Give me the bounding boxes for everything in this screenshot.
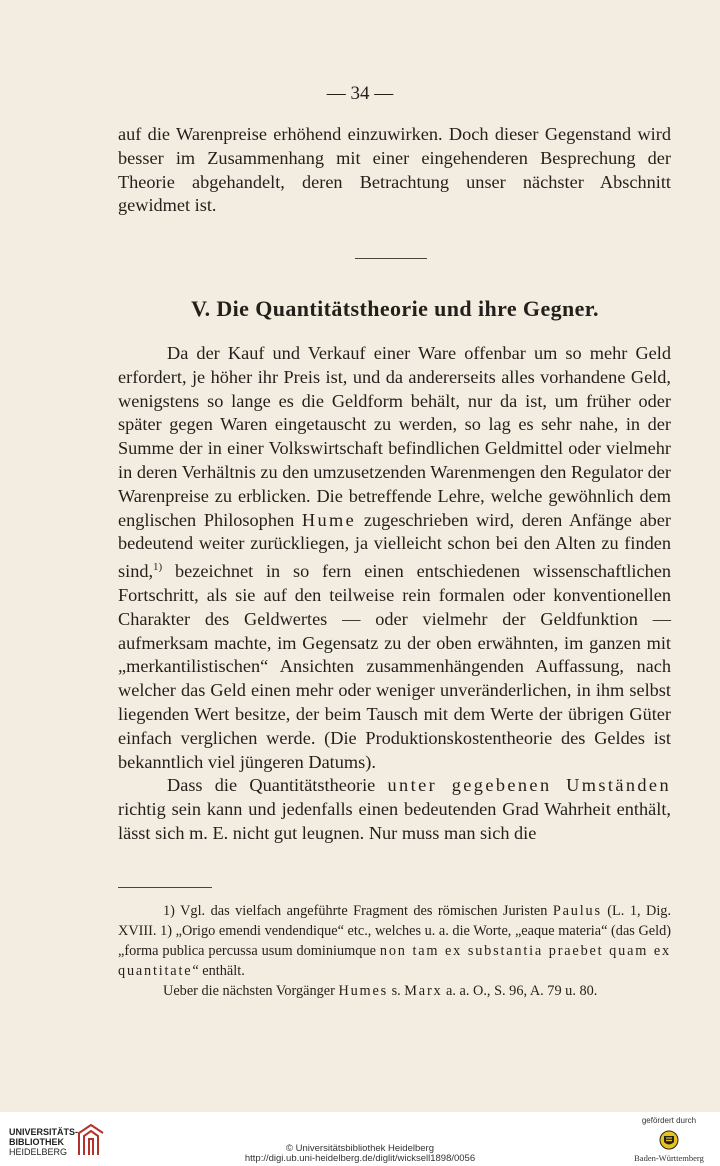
paragraph-1-part-b: zugeschrieben wird, deren Anfänge aber bedeutend weiter zurückliegen, ja vielleicht schon bei den Alten zu finden sind, (118, 509, 671, 582)
spaced-phrase: unter gegebenen Umständen (387, 775, 671, 796)
copyright-text: © Universitätsbibliothek Heidelberg (286, 1143, 434, 1154)
footnote-reference: 1) (153, 561, 163, 574)
library-name-line-2: BIBLIOTHEK (9, 1137, 64, 1147)
paragraph-2-part-b: richtig sein kann und jedenfalls einen bedeutenden Grad Wahrheit enthält, lässt sich m. E. nicht gut leugnen. Nur muss man sich die (118, 799, 671, 844)
sponsor-name: Baden-Württemberg (634, 1153, 704, 1163)
sponsor-label: gefördert durch (641, 1116, 697, 1125)
footnote-divider (118, 887, 212, 888)
footnote-1-part-a: 1) Vgl. das vielfach angeführte Fragment des römischen Juristen (163, 903, 548, 919)
footnote-2-part-c: a. a. O., S. 96, A. 79 u. 80. (446, 983, 598, 999)
spaced-name-humes: Humes (338, 983, 388, 999)
footnote-1 (118, 901, 671, 981)
footnote-2 (118, 981, 671, 1001)
paragraph-1 (118, 342, 671, 774)
viewer-footer (0, 1112, 720, 1166)
permalink-url[interactable]: http://digi.ub.uni-heidelberg.de/diglit/wicksell1898/0056 (244, 1153, 476, 1164)
footnote-2-part-b: s. (391, 983, 401, 999)
footnotes-block (118, 901, 671, 1001)
section-divider (355, 258, 427, 259)
crest-icon (659, 1130, 679, 1150)
page-number: — 34 — (326, 83, 394, 104)
library-name-line-1: UNIVERSITÄTS- (9, 1127, 79, 1137)
spaced-name-paulus: Paulus (552, 903, 602, 919)
intro-paragraph: auf die Warenpreise erhöhend einzuwirken. Doch dieser Gegenstand wird besser im Zusammenhang mit einer eingehenderen Besprechung der Theorie abgehandelt, deren Betrachtung unser nächster Abschnitt gewidmet ist. (118, 124, 671, 216)
paragraph-1-part-a: Da der Kauf und Verkauf einer Ware offenbar um so mehr Geld erfordert, je höher ihr Preis ist, und da andererseits alles vorhandene Geld, wenigstens so lange es die Geldform behält, nur da ist, um früher oder später gegen Waren eingetauscht zu werden, so lag es sehr nahe, in der Summe der in einer Volkswirtschaft befindlichen Geldmittel oder vielmehr in deren Verhältnis zu den umzusetzenden Warenmengen den Regulator der Warenpreise zu erblicken. Die betreffende Lehre, welche gewöhnlich dem englischen Philosophen (118, 343, 671, 530)
section-heading: V. Die Quantitätstheorie und ihre Gegner. (191, 296, 599, 321)
spaced-name-marx: Marx (404, 983, 443, 999)
library-name-line-3: HEIDELBERG (9, 1147, 68, 1157)
footnote-2-part-a: Ueber die nächsten Vorgänger (163, 983, 335, 999)
spaced-name-hume: Hume (301, 509, 357, 530)
paragraph-2-part-a: Dass die Quantitätstheorie (167, 775, 376, 796)
footer-credits (0, 1144, 720, 1164)
paragraph-1-part-c: bezeichnet in so fern einen entschiedenen wissenschaftlichen Fortschritt, als sie auf den teilweise rein formalen oder konventionellen Charakter des Geldwertes — oder vielmehr der Geldfunktion — aufmerksam machte, im Gegensatz zu der oben erwähnten, im ganzen mit „merkantilistischen“ Ansichten zusammenhängenden Auffassung, nach welcher das Geld einen mehr oder weniger unveränderlichen, in ihm selbst liegenden Wert besitze, der beim Tausch mit dem Werte der übrigen Güter einfach verglichen werde. (Die Produktionskostentheorie des Geldes ist bekanntlich viel jüngeren Datums). (118, 561, 671, 772)
footnote-1-part-b: (L. 1, Dig. XVIII. 1) „Origo emendi vendendique“ etc., welches u. a. die Worte, „eaque materia“ (das Geld) „forma publica percussa usum dominiumque (118, 903, 672, 959)
spaced-latin-phrase: non tam ex substantia praebet quam ex quantitate (118, 943, 671, 979)
intro-paragraph-block (118, 123, 671, 218)
main-text-block (118, 342, 671, 846)
footnote-1-part-c: “ enthält. (192, 963, 245, 979)
paragraph-2 (118, 774, 671, 845)
sponsor-block[interactable] (622, 1116, 716, 1163)
